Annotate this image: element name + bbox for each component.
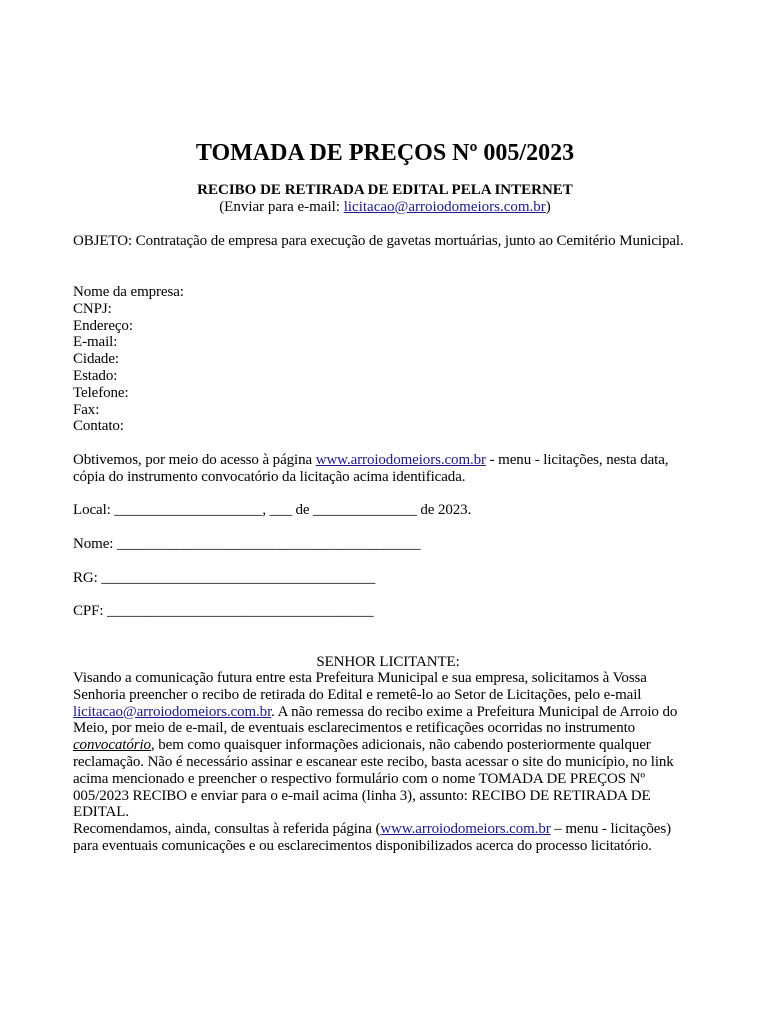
field-cnpj: CNPJ: — [73, 300, 112, 317]
field-email: E-mail: — [73, 334, 118, 351]
company-fields — [73, 284, 703, 435]
subtitle-block — [0, 182, 770, 216]
nome-line: Nome: _________________________________________ — [73, 536, 421, 552]
send-prefix: (Enviar para e-mail: — [219, 198, 344, 215]
obtivemos-prefix: Obtivemos, por meio do acesso à página — [73, 452, 316, 468]
field-phone: Telefone: — [73, 384, 129, 401]
send-suffix: ) — [545, 198, 551, 215]
field-state: Estado: — [73, 367, 118, 384]
subtitle: RECIBO DE RETIRADA DE EDITAL PELA INTERNET — [197, 182, 573, 198]
field-city: Cidade: — [73, 351, 119, 368]
obtivemos-paragraph — [73, 452, 703, 486]
para2-text-b: – menu - licitações) para eventuais comunicações e ou esclarecimentos disponibilizados acerca do processo licitatório. — [73, 821, 671, 854]
cpf-line: CPF: ____________________________________ — [73, 603, 374, 619]
field-fax: Fax: — [73, 401, 100, 418]
send-email-link[interactable]: licitacao@arroiodomeiors.com.br — [343, 198, 546, 215]
para2-text-a: Recomendamos, ainda, consultas à referida página ( — [73, 821, 381, 837]
obtivemos-suffix: - menu - licitações, nesta data, cópia do instrumento convocatório da licitação acima identificada. — [73, 452, 669, 485]
local-line: Local: ____________________, ___ de ______________ de 2023. — [73, 502, 472, 518]
para1-text-a: Visando a comunicação futura entre esta Prefeitura Municipal e sua empresa, solicitamos à Vossa Senhoria preencher o recibo de retirada do Edital e remetê-lo ao Setor de Licitações, pelo e-mail — [73, 670, 647, 703]
para2-site-link[interactable]: www.arroiodomeiors.com.br — [380, 821, 551, 837]
page-title: TOMADA DE PREÇOS Nº 005/2023 — [195, 140, 575, 166]
objeto-paragraph: OBJETO: Contratação de empresa para execução de gavetas mortuárias, junto ao Cemitério Municipal. — [73, 233, 684, 249]
para1-emphasis: convocatório — [73, 737, 151, 754]
para1-text-c: , bem como quaisquer informações adicionais, não cabendo posteriormente qualquer reclamação. Não é necessário assinar e escanear este recibo, basta acessar o site do município, no link acima mencionado e preencher o respectivo formulário com o nome TOMADA DE PREÇOS Nº 005/2023 RECIBO e enviar para o e-mail acima (linha 3), assunto: RECIBO DE RETIRADA DE EDITAL. — [73, 737, 674, 821]
field-contact: Contato: — [73, 418, 124, 435]
site-link[interactable]: www.arroiodomeiors.com.br — [315, 452, 486, 468]
senhor-heading: SENHOR LICITANTE: — [316, 654, 460, 670]
para1-email-link[interactable]: licitacao@arroiodomeiors.com.br — [73, 703, 272, 720]
recomendamos-paragraph — [73, 821, 693, 855]
senhor-paragraph — [73, 670, 698, 821]
field-address: Endereço: — [73, 317, 133, 334]
field-company-name: Nome da empresa: — [73, 284, 184, 300]
send-instruction — [0, 199, 770, 216]
rg-line: RG: _____________________________________ — [73, 570, 376, 586]
para1-text-b: . A não remessa do recibo exime a Prefeitura Municipal de Arroio do Meio, por meio de e-mail, de eventuais esclarecimentos e retificações ocorridas no instrumento — [73, 703, 678, 737]
